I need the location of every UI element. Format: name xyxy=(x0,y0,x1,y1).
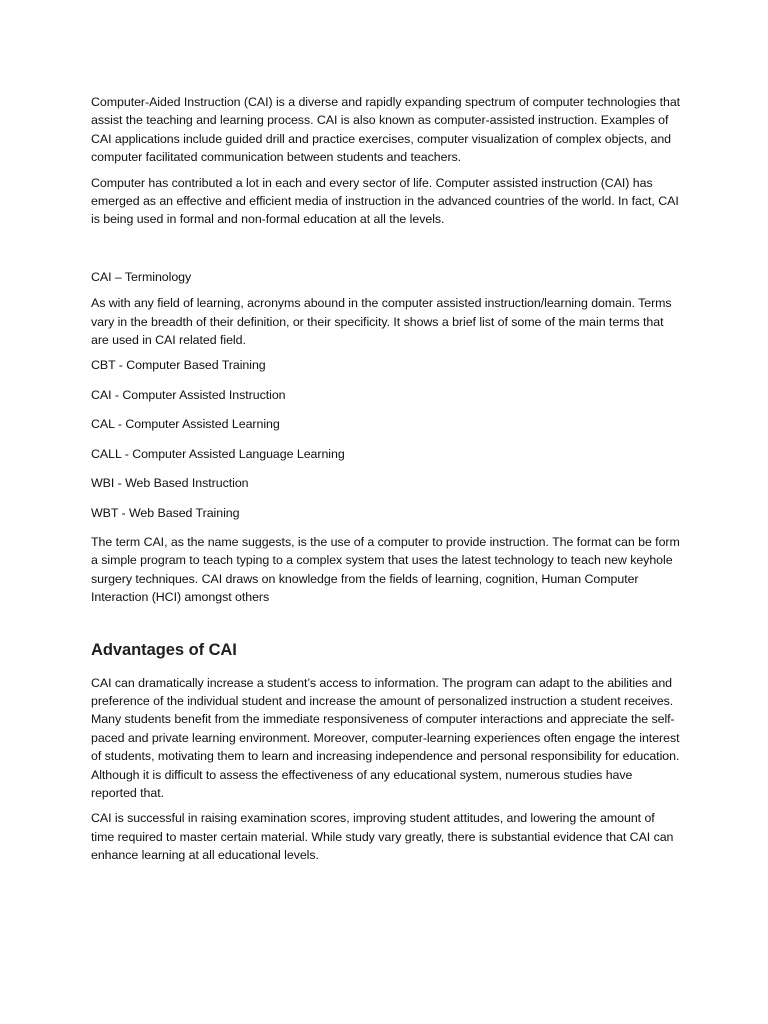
terminology-intro: As with any field of learning, acronyms abound in the computer assisted instruction/learning domain. Terms vary in the breadth of their definition, or their specificity. It shows a brief list of some of the main terms that are used in CAI related field. xyxy=(91,296,672,348)
document-page xyxy=(91,93,681,872)
advantages-paragraph: CAI can dramatically increase a student’s access to information. The program can adapt to the abilities and preference of the individual student and increase the amount of personalized instruction a student receives. Many students benefit from the immediate responsiveness of computer interactions and appreciate the self-paced and private learning environment. Moreover, computer-learning experiences often engage the interest of students, motivating them to learn and increasing independence and personal responsibility for education. Although it is difficult to assess the effectiveness of any educational system, numerous studies have reported that. xyxy=(91,675,680,800)
term-description: The term CAI, as the name suggests, is the use of a computer to provide instruction. The format can be form a simple program to teach typing to a complex system that uses the latest technology to teach new keyhole surgery techniques. CAI draws on knowledge from the fields of learning, cognition, Human Computer Interaction (HCI) amongst others xyxy=(91,534,680,605)
term-item: CALL - Computer Assisted Language Learning xyxy=(91,446,345,461)
intro-paragraph: Computer has contributed a lot in each and every sector of life. Computer assisted instruction (CAI) has emerged as an effective and efficient media of instruction in the advanced countries of the world. In fact, CAI is being used in formal and non-formal education at all the levels. xyxy=(91,175,679,227)
paragraph-spacer xyxy=(91,236,681,268)
term-item: CAI - Computer Assisted Instruction xyxy=(91,387,286,402)
terminology-heading: CAI – Terminology xyxy=(91,269,192,284)
advantages-paragraph: CAI is successful in raising examination scores, improving student attitudes, and lowering the amount of time required to master certain material. While study vary greatly, there is substantial evidence that CAI can enhance learning at all educational levels. xyxy=(91,811,674,863)
term-item: WBI - Web Based Instruction xyxy=(91,476,249,491)
term-item: CBT - Computer Based Training xyxy=(91,358,266,373)
advantages-heading: Advantages of CAI xyxy=(91,640,237,659)
intro-paragraph: Computer-Aided Instruction (CAI) is a diverse and rapidly expanding spectrum of computer technologies that assist the teaching and learning process. CAI is also known as computer-assisted instruction. Examples of CAI applications include guided drill and practice exercises, computer visualization of complex objects, and computer facilitated communication between students and teachers. xyxy=(91,95,681,165)
term-item: WBT - Web Based Training xyxy=(91,505,240,520)
term-item: CAL - Computer Assisted Learning xyxy=(91,417,280,432)
